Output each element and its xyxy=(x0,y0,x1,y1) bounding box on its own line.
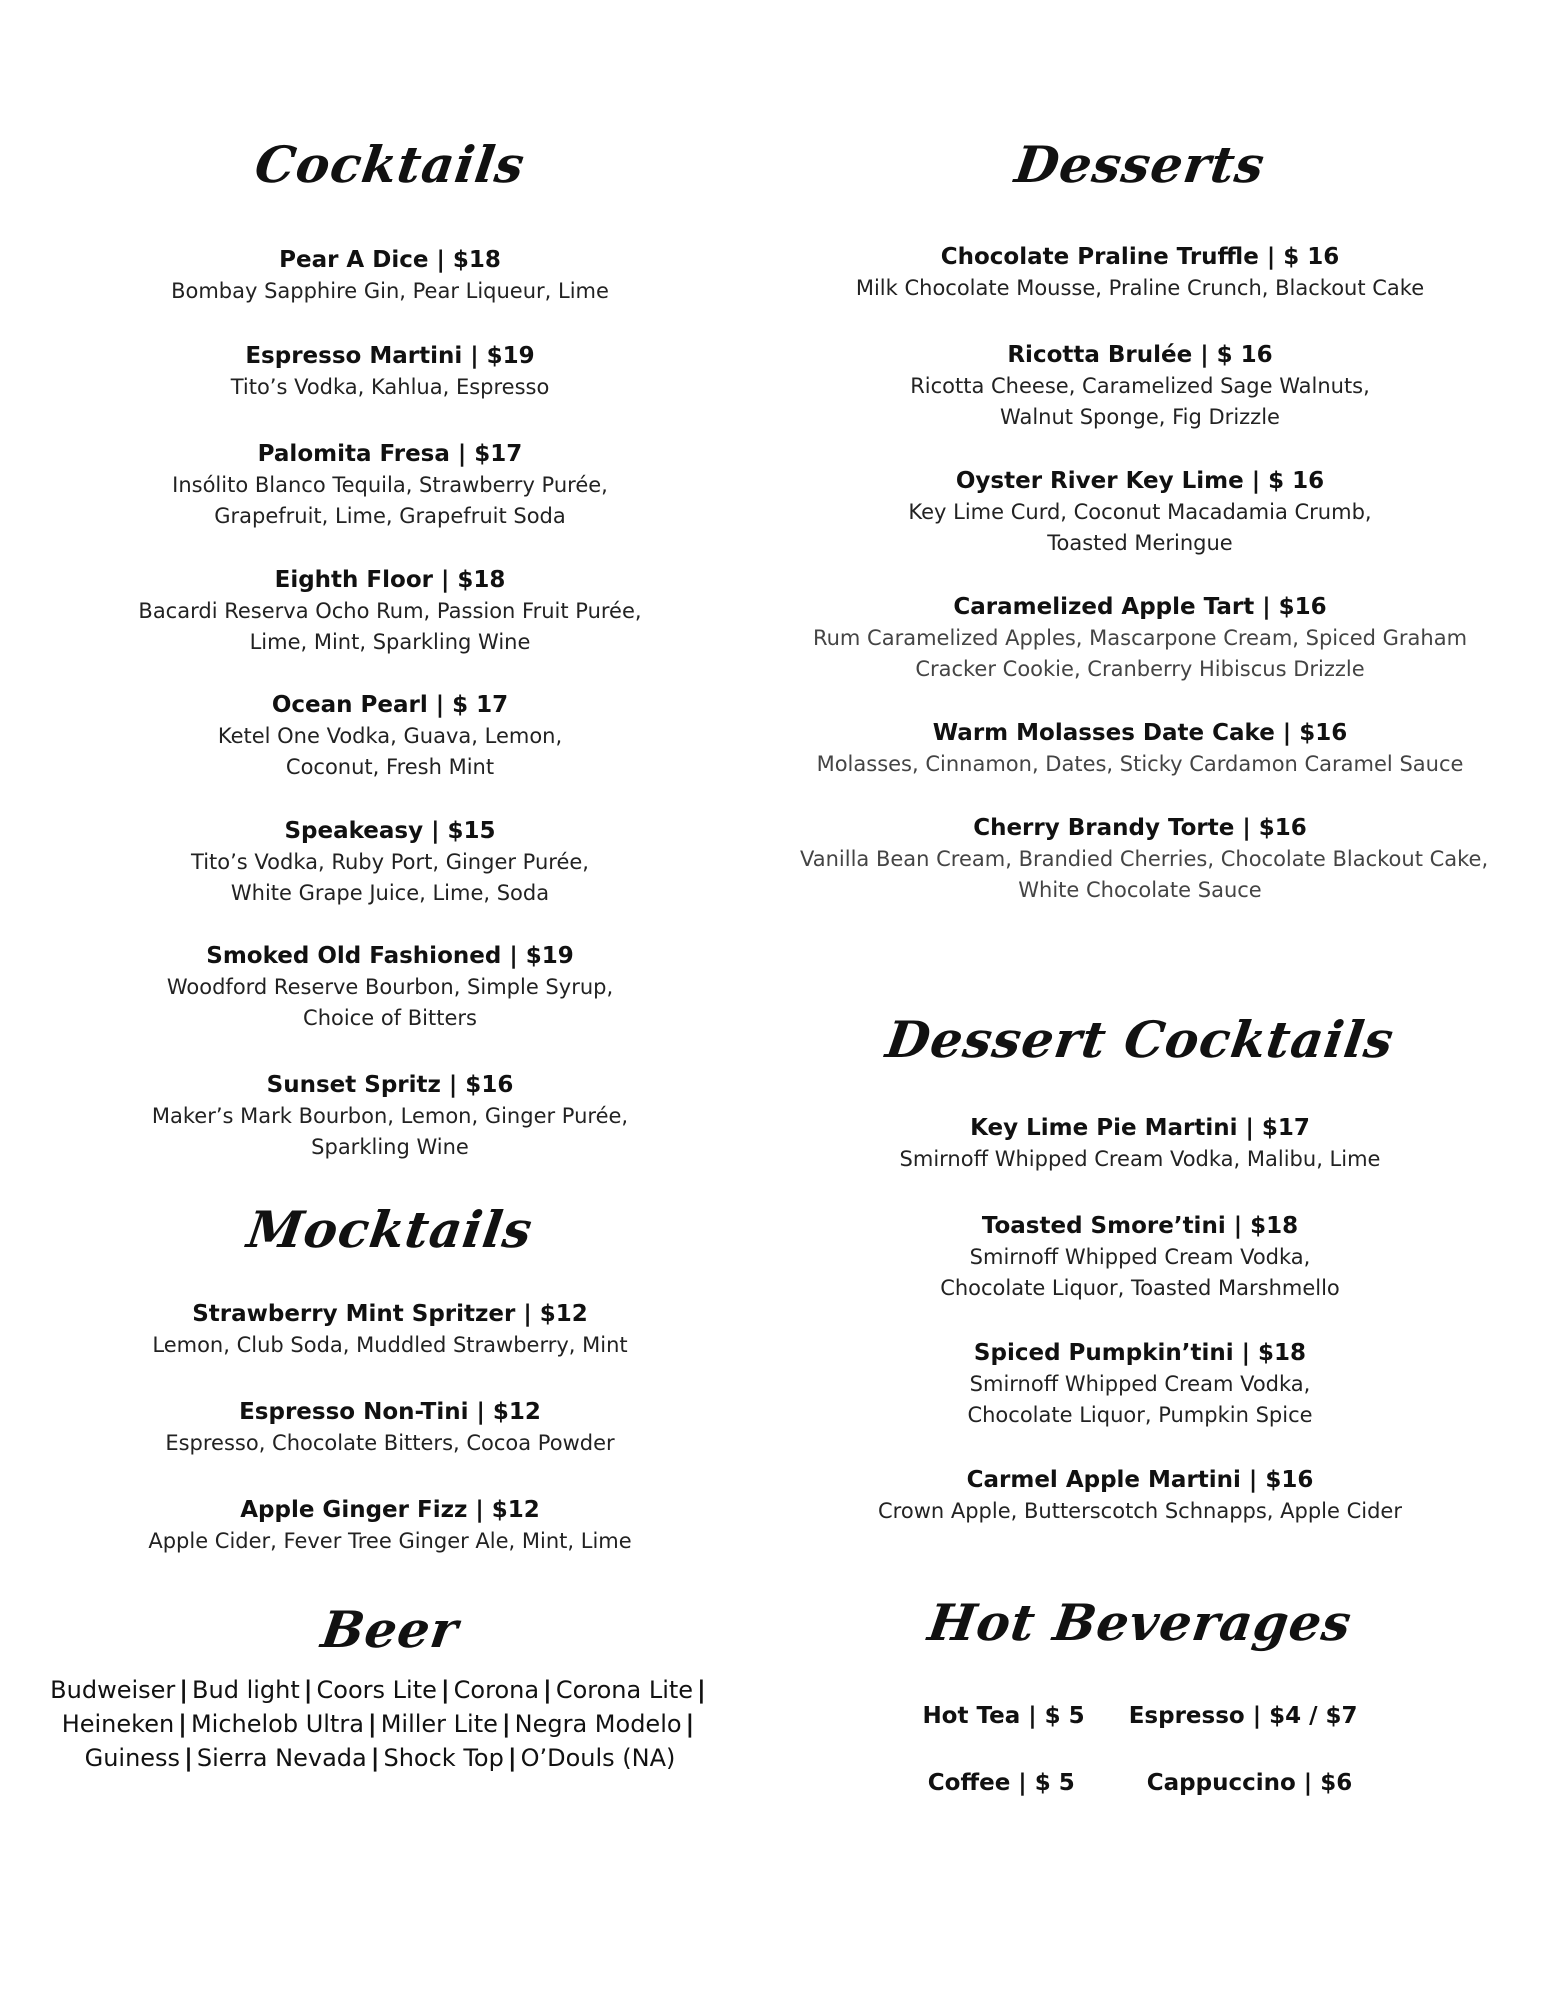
menu-item xyxy=(130,565,650,658)
item-description xyxy=(130,1526,650,1557)
menu-item xyxy=(130,816,650,909)
item-desc-line: Cracker Cookie, Cranberry Hibiscus Drizzle xyxy=(915,657,1365,681)
beer-name: Bud light xyxy=(192,1676,300,1704)
item-desc-line: Sparkling Wine xyxy=(311,1135,469,1159)
item-description xyxy=(800,844,1489,906)
beer-title: Beer xyxy=(317,1600,463,1659)
item-desc-line: Chocolate Liquor, Toasted Marshmello xyxy=(940,1276,1340,1300)
beer-name: Guiness xyxy=(84,1744,181,1772)
item-desc-line: Coconut, Fresh Mint xyxy=(285,755,495,779)
item-desc-line: Lime, Mint, Sparkling Wine xyxy=(249,630,531,654)
item-desc-line: Choice of Bitters xyxy=(303,1006,477,1030)
item-description xyxy=(800,273,1480,304)
menu-item xyxy=(130,439,650,532)
beer-list xyxy=(50,1673,710,1775)
item-name: Ocean Pearl | $ 17 xyxy=(271,692,509,718)
item-name: Key Lime Pie Martini | $17 xyxy=(970,1115,1310,1141)
beer-separator: | xyxy=(370,1744,380,1772)
beer-separator: | xyxy=(367,1710,377,1738)
item-name: Espresso Martini | $19 xyxy=(245,343,535,369)
beer-name: O’Douls (NA) xyxy=(520,1744,676,1772)
menu-item xyxy=(130,1397,650,1459)
beer-separator: | xyxy=(178,1710,187,1738)
hot-beverage-row xyxy=(800,1767,1480,1799)
item-description xyxy=(800,1369,1480,1431)
beer-name: Corona Lite xyxy=(555,1676,694,1704)
menu-item xyxy=(130,690,650,783)
menu-item xyxy=(800,718,1480,780)
item-description xyxy=(800,497,1480,559)
item-description xyxy=(130,1428,650,1459)
item-desc-line: Ricotta Cheese, Caramelized Sage Walnuts, xyxy=(910,374,1370,398)
item-description xyxy=(130,847,650,909)
menu-item xyxy=(800,1338,1480,1431)
item-desc-line: Crown Apple, Butterscotch Schnapps, Apple Cider xyxy=(878,1499,1402,1523)
cocktails-title: Cocktails xyxy=(251,135,529,194)
item-desc-line: Smirnoff Whipped Cream Vodka, Malibu, Lime xyxy=(899,1147,1381,1171)
menu-item xyxy=(800,813,1489,906)
mocktails-title: Mocktails xyxy=(243,1200,537,1259)
item-description xyxy=(130,972,650,1034)
item-desc-line: Maker’s Mark Bourbon, Lemon, Ginger Purée, xyxy=(151,1104,629,1128)
hot-beverage-row xyxy=(800,1700,1480,1732)
menu-item xyxy=(800,1465,1480,1527)
beer-line xyxy=(50,1707,710,1741)
beer-separator: | xyxy=(440,1676,450,1704)
item-description xyxy=(800,623,1480,685)
item-description xyxy=(800,371,1480,433)
menu-item xyxy=(800,1211,1480,1304)
item-description xyxy=(800,1144,1480,1175)
item-desc-line: Ketel One Vodka, Guava, Lemon, xyxy=(217,724,563,748)
beer-name: Michelob Ultra xyxy=(190,1710,364,1738)
beer-line xyxy=(50,1673,710,1707)
menu-item xyxy=(800,592,1480,685)
item-name: Strawberry Mint Spritzer | $12 xyxy=(192,1301,588,1327)
item-name: Toasted Smore’tini | $18 xyxy=(981,1213,1299,1239)
beer-separator: | xyxy=(179,1676,189,1704)
beer-name: Miller Lite xyxy=(380,1710,498,1738)
beer-name: Coors Lite xyxy=(316,1676,437,1704)
menu-item xyxy=(130,1495,650,1557)
desserts-title: Desserts xyxy=(1011,135,1269,194)
item-description xyxy=(800,1242,1480,1304)
item-desc-line: Lemon, Club Soda, Muddled Strawberry, Mint xyxy=(152,1333,628,1357)
item-desc-line: Chocolate Liquor, Pumpkin Spice xyxy=(967,1403,1313,1427)
menu-item xyxy=(800,1113,1480,1175)
item-name: Oyster River Key Lime | $ 16 xyxy=(955,468,1325,494)
item-description xyxy=(800,749,1480,780)
item-description xyxy=(130,1101,650,1163)
item-name: Speakeasy | $15 xyxy=(284,818,496,844)
item-description xyxy=(130,372,650,403)
item-desc-line: Walnut Sponge, Fig Drizzle xyxy=(1000,405,1280,429)
beer-separator: | xyxy=(685,1710,695,1738)
item-desc-line: Grapefruit, Lime, Grapefruit Soda xyxy=(214,504,566,528)
hot-beverages-title: Hot Beverages xyxy=(924,1593,1356,1652)
item-name: Palomita Fresa | $17 xyxy=(257,441,523,467)
item-name: Espresso Non-Tini | $12 xyxy=(239,1399,541,1425)
menu-item xyxy=(800,242,1480,304)
hot-beverage-item: Cappuccino | $6 xyxy=(1146,1770,1353,1796)
item-desc-line: Smirnoff Whipped Cream Vodka, xyxy=(969,1372,1311,1396)
beer-line xyxy=(50,1741,710,1775)
item-desc-line: Smirnoff Whipped Cream Vodka, xyxy=(969,1245,1311,1269)
menu-item xyxy=(800,340,1480,433)
item-desc-line: Vanilla Bean Cream, Brandied Cherries, Chocolate Blackout Cake, xyxy=(800,847,1489,871)
item-name: Caramelized Apple Tart | $16 xyxy=(953,594,1327,620)
item-desc-line: Tito’s Vodka, Ruby Port, Ginger Purée, xyxy=(191,850,589,874)
item-name: Warm Molasses Date Cake | $16 xyxy=(932,720,1348,746)
item-name: Chocolate Praline Truffle | $ 16 xyxy=(940,244,1340,270)
item-desc-line: Rum Caramelized Apples, Mascarpone Cream, Spiced Graham xyxy=(812,626,1468,650)
beer-name: Budweiser xyxy=(50,1676,176,1704)
beer-name: Negra Modelo xyxy=(514,1710,682,1738)
beer-name: Heineken xyxy=(61,1710,175,1738)
hot-beverage-item: Espresso | $4 / $7 xyxy=(1128,1703,1358,1729)
beer-name: Corona xyxy=(453,1676,540,1704)
beer-separator: | xyxy=(501,1710,511,1738)
hot-beverage-item: Hot Tea | $ 5 xyxy=(922,1703,1085,1729)
item-desc-line: Molasses, Cinnamon, Dates, Sticky Cardamon Caramel Sauce xyxy=(816,752,1464,776)
item-description xyxy=(800,1496,1480,1527)
hot-beverage-item: Coffee | $ 5 xyxy=(927,1770,1075,1796)
menu-item xyxy=(130,1299,650,1361)
item-name: Apple Ginger Fizz | $12 xyxy=(240,1497,540,1523)
item-name: Carmel Apple Martini | $16 xyxy=(966,1467,1314,1493)
item-desc-line: Tito’s Vodka, Kahlua, Espresso xyxy=(230,375,550,399)
item-name: Eighth Floor | $18 xyxy=(274,567,506,593)
item-name: Spiced Pumpkin’tini | $18 xyxy=(973,1340,1307,1366)
beer-separator: | xyxy=(507,1744,517,1772)
item-desc-line: Toasted Meringue xyxy=(1047,531,1233,555)
beer-separator: | xyxy=(697,1676,706,1704)
dessert-cocktails-title: Dessert Cocktails xyxy=(882,1010,1398,1069)
item-desc-line: White Grape Juice, Lime, Soda xyxy=(230,881,550,905)
item-description xyxy=(130,596,650,658)
item-desc-line: White Chocolate Sauce xyxy=(1018,878,1262,902)
item-desc-line: Apple Cider, Fever Tree Ginger Ale, Mint, Lime xyxy=(148,1529,632,1553)
item-desc-line: Woodford Reserve Bourbon, Simple Syrup, xyxy=(166,975,614,999)
item-name: Ricotta Brulée | $ 16 xyxy=(1007,342,1273,368)
menu-item xyxy=(130,341,650,403)
item-name: Smoked Old Fashioned | $19 xyxy=(206,943,574,969)
item-description xyxy=(130,276,650,307)
beer-name: Sierra Nevada xyxy=(196,1744,367,1772)
beer-name: Shock Top xyxy=(383,1744,504,1772)
menu-item xyxy=(130,941,650,1034)
item-name: Cherry Brandy Torte | $16 xyxy=(973,815,1307,841)
menu-item xyxy=(130,245,650,307)
menu-item xyxy=(130,1070,650,1163)
item-description xyxy=(130,721,650,783)
beer-separator: | xyxy=(303,1676,313,1704)
item-desc-line: Milk Chocolate Mousse, Praline Crunch, Blackout Cake xyxy=(855,276,1425,300)
item-name: Pear A Dice | $18 xyxy=(279,247,501,273)
item-desc-line: Insólito Blanco Tequila, Strawberry Purée, xyxy=(172,473,608,497)
item-desc-line: Espresso, Chocolate Bitters, Cocoa Powder xyxy=(165,1431,615,1455)
item-desc-line: Bacardi Reserva Ocho Rum, Passion Fruit Purée, xyxy=(138,599,642,623)
item-name: Sunset Spritz | $16 xyxy=(266,1072,514,1098)
item-desc-line: Bombay Sapphire Gin, Pear Liqueur, Lime xyxy=(171,279,609,303)
item-description xyxy=(130,1330,650,1361)
menu-item xyxy=(800,466,1480,559)
beer-separator: | xyxy=(184,1744,193,1772)
item-desc-line: Key Lime Curd, Coconut Macadamia Crumb, xyxy=(908,500,1372,524)
beer-separator: | xyxy=(543,1676,552,1704)
item-description xyxy=(130,470,650,532)
